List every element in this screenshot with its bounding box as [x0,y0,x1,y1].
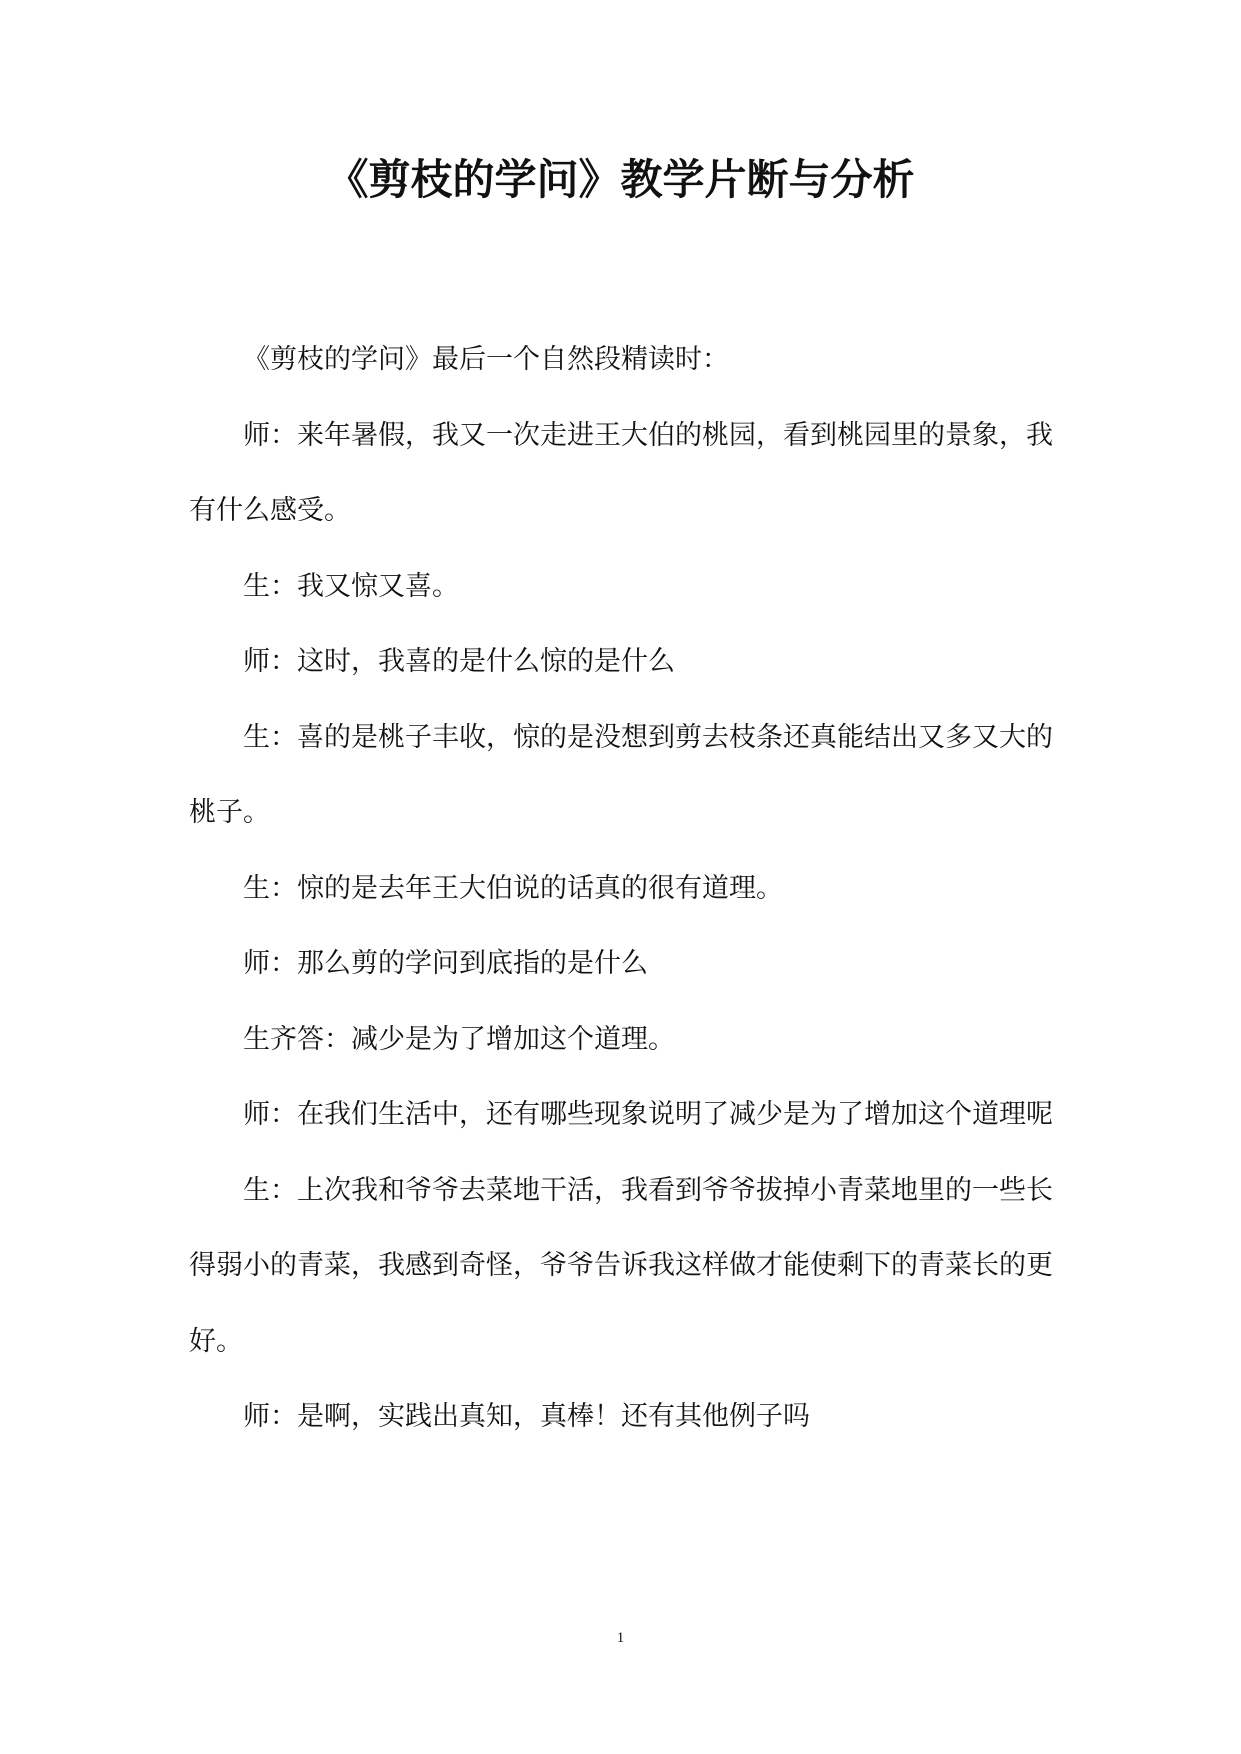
paragraph: 《剪枝的学问》最后一个自然段精读时： [243,344,729,375]
paragraph: 师：这时，我喜的是什么惊的是什么 [243,646,675,677]
paragraph: 师：那么剪的学问到底指的是什么 [243,948,648,979]
paragraph: 生：喜的是桃子丰收，惊的是没想到剪去枝条还真能结出又多又大的桃子。 [189,721,1053,828]
paragraph: 生：惊的是去年王大伯说的话真的很有道理。 [243,872,783,904]
document-body [189,322,1053,1455]
paragraph: 生：上次我和爷爷去菜地干活，我看到爷爷拔掉小青菜地里的一些长得弱小的青菜，我感到奇怪，爷爷告诉我这样做才能使剩下的青菜长的更好。 [189,1174,1053,1357]
document-title: 《剪枝的学问》教学片断与分析 [326,155,915,204]
paragraph: 师：来年暑假，我又一次走进王大伯的桃园，看到桃园里的景象，我有什么感受。 [189,419,1053,526]
paragraph: 师：是啊，实践出真知，真棒！还有其他例子吗 [243,1401,810,1432]
page-number: 1 [616,1630,625,1646]
paragraph: 生齐答：减少是为了增加这个道理。 [243,1023,675,1055]
paragraph: 生：我又惊又喜。 [243,570,459,602]
paragraph: 师：在我们生活中，还有哪些现象说明了减少是为了增加这个道理呢 [243,1099,1053,1130]
